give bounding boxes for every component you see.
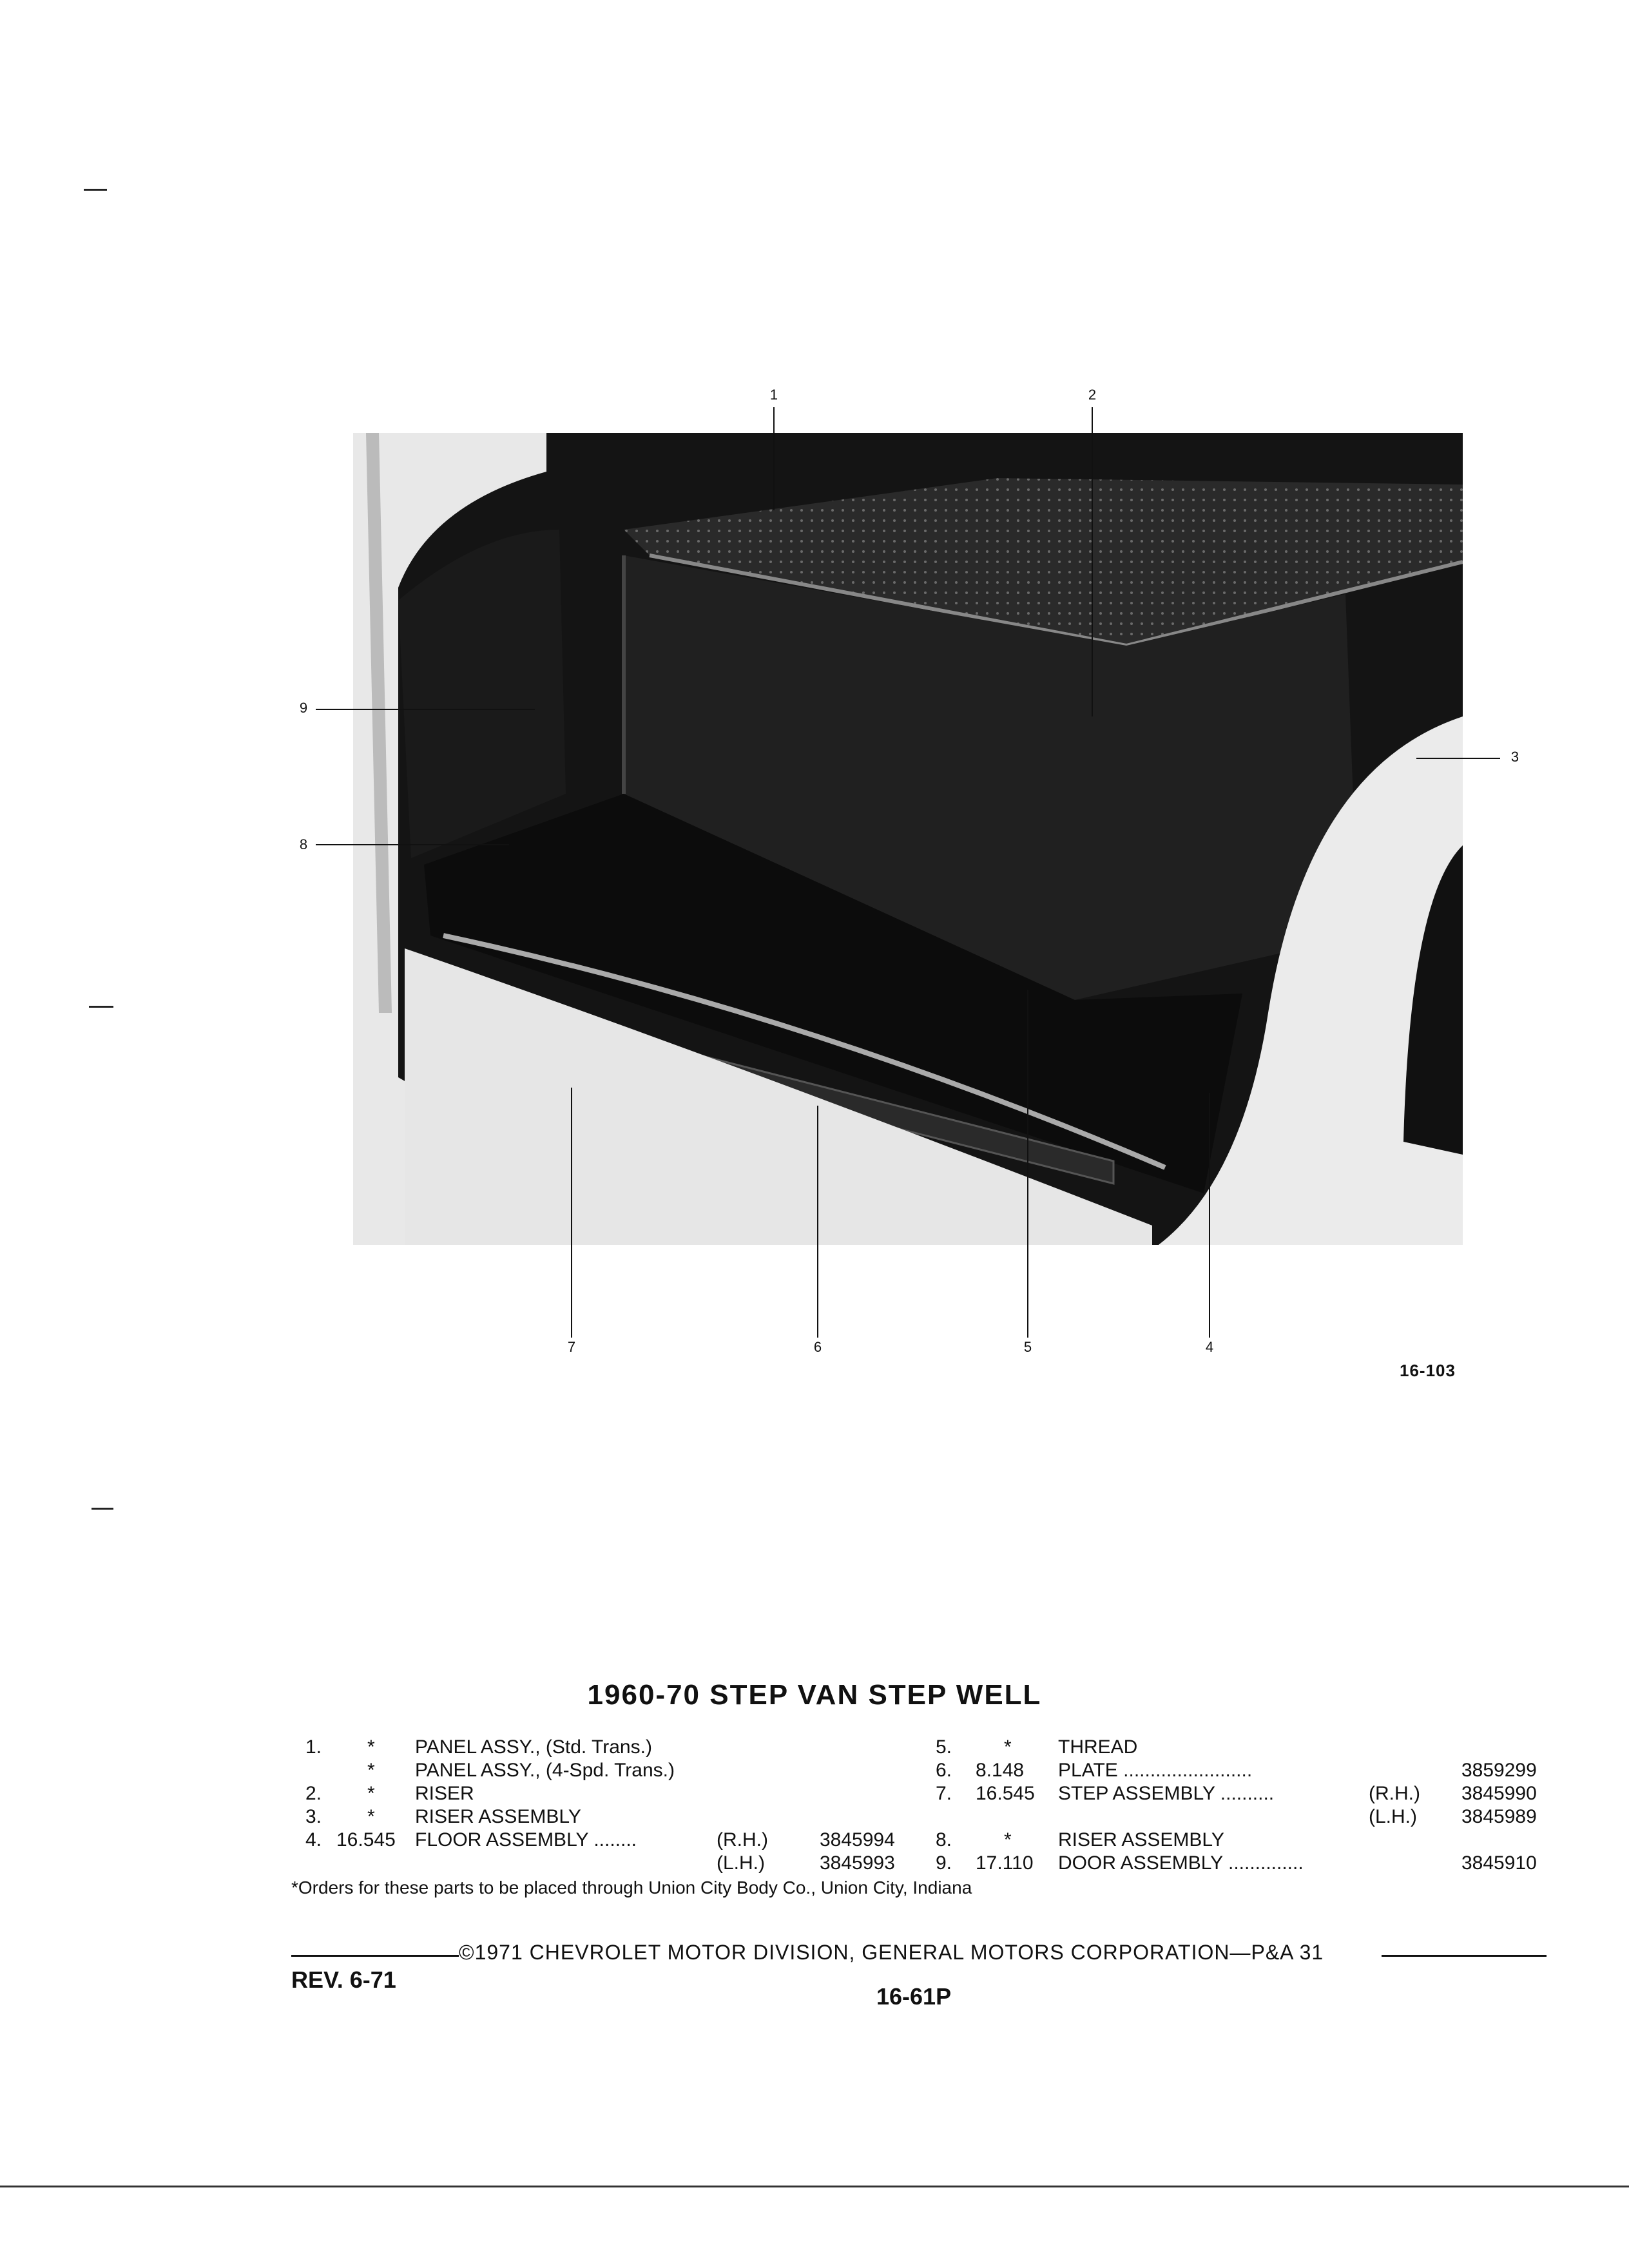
part-row: [936, 1736, 1554, 1759]
item-description: STEP ASSEMBLY ..........: [1058, 1783, 1275, 1804]
item-side: (L.H.): [717, 1852, 765, 1874]
item-part-number: 3845910: [1461, 1852, 1537, 1874]
item-mark: *: [367, 1806, 375, 1827]
footer-rule-right: [1382, 1955, 1547, 1957]
item-number: 1.: [305, 1736, 322, 1758]
item-side: (L.H.): [1369, 1806, 1417, 1827]
item-mark: *: [367, 1736, 375, 1758]
item-group: 8.148: [976, 1760, 1025, 1781]
part-row: [291, 1805, 910, 1829]
footnote: *Orders for these parts to be placed through Union City Body Co., Union City, Indiana: [291, 1878, 972, 1898]
item-group: 17.110: [976, 1852, 1034, 1874]
page-title: 1960-70 STEP VAN STEP WELL: [587, 1679, 1042, 1711]
scan-mark: [92, 1508, 113, 1510]
part-row: [936, 1852, 1554, 1875]
item-number: 6.: [936, 1760, 952, 1781]
callout-7: 7: [567, 1339, 576, 1355]
figure-number: 16-103: [1400, 1361, 1456, 1380]
leader-line-1: [773, 407, 775, 510]
item-number: 5.: [936, 1736, 952, 1758]
scan-mark: [84, 189, 107, 191]
item-description: PLATE ........................: [1058, 1760, 1253, 1781]
item-description: PANEL ASSY., (Std. Trans.): [415, 1736, 652, 1758]
callout-4: 4: [1205, 1339, 1214, 1355]
part-row: [936, 1782, 1554, 1805]
item-description: RISER ASSEMBLY: [415, 1806, 581, 1827]
item-description: RISER ASSEMBLY: [1058, 1829, 1224, 1850]
part-row: [936, 1759, 1554, 1782]
part-row: [291, 1852, 910, 1875]
callout-6: 6: [813, 1339, 822, 1355]
parts-list-right: [936, 1736, 1554, 1875]
part-row: [291, 1736, 910, 1759]
callout-1: 1: [769, 387, 778, 403]
step-well-photo: [353, 433, 1463, 1245]
item-number: 9.: [936, 1852, 952, 1874]
item-mark: *: [1004, 1736, 1012, 1758]
item-description: DOOR ASSEMBLY ..............: [1058, 1852, 1304, 1874]
leader-line-7: [571, 1088, 572, 1338]
item-number: 2.: [305, 1783, 322, 1804]
part-row: [936, 1829, 1554, 1852]
item-number: 3.: [305, 1806, 322, 1827]
part-row: [291, 1782, 910, 1805]
item-mark: *: [1004, 1829, 1012, 1850]
item-part-number: 3845989: [1461, 1806, 1537, 1827]
copyright-line: ©1971 CHEVROLET MOTOR DIVISION, GENERAL MOTORS CORPORATION—P&A 31: [459, 1941, 1324, 1964]
scan-mark: [89, 1006, 113, 1008]
item-part-number: 3845993: [820, 1852, 895, 1874]
item-mark: *: [367, 1783, 375, 1804]
item-group: 16.545: [336, 1829, 396, 1850]
item-number: 7.: [936, 1783, 952, 1804]
item-part-number: 3845990: [1461, 1783, 1537, 1804]
leader-line-4: [1209, 1093, 1210, 1338]
item-number: 8.: [936, 1829, 952, 1850]
item-description: PANEL ASSY., (4-Spd. Trans.): [415, 1760, 675, 1781]
leader-line-8: [316, 844, 509, 845]
item-description: FLOOR ASSEMBLY ........: [415, 1829, 637, 1850]
item-description: THREAD: [1058, 1736, 1138, 1758]
item-number: 4.: [305, 1829, 322, 1850]
part-row: [291, 1829, 910, 1852]
item-mark: *: [367, 1760, 375, 1781]
item-side: (R.H.): [1369, 1783, 1420, 1804]
leader-line-3: [1416, 758, 1500, 759]
callout-5: 5: [1023, 1339, 1032, 1355]
leader-line-5: [1027, 990, 1028, 1338]
item-group: 16.545: [976, 1783, 1035, 1804]
part-row: [936, 1805, 1554, 1829]
leader-line-6: [817, 1106, 818, 1338]
scan-bottom-rule: [0, 2186, 1629, 2187]
part-row: [291, 1759, 910, 1782]
item-description: RISER: [415, 1783, 474, 1804]
item-part-number: 3845994: [820, 1829, 895, 1850]
callout-2: 2: [1088, 387, 1097, 403]
revision-label: REV. 6-71: [291, 1966, 396, 1993]
item-part-number: 3859299: [1461, 1760, 1537, 1781]
callout-9: 9: [299, 700, 308, 716]
callout-3: 3: [1510, 749, 1519, 765]
callout-8: 8: [299, 836, 308, 852]
leader-line-2: [1092, 407, 1093, 716]
parts-list-left: [291, 1736, 910, 1875]
item-side: (R.H.): [717, 1829, 768, 1850]
footer-rule-left: [291, 1955, 459, 1957]
page-number: 16-61P: [876, 1983, 952, 2010]
leader-line-9: [316, 709, 535, 710]
